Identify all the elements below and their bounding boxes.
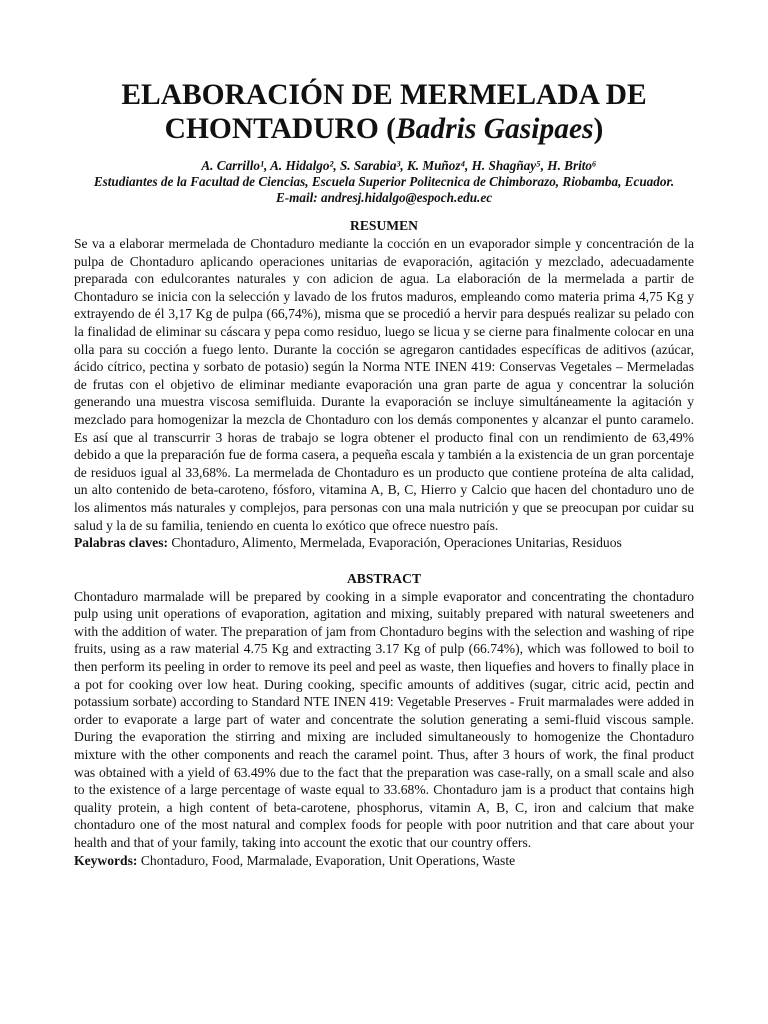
paper-title [84,78,684,146]
title-line-2-suffix: ) [593,113,604,145]
title-line-2-prefix: CHONTADURO ( [164,113,396,145]
abstract-body: Chontaduro marmalade will be prepared by cooking in a simple evaporator and concentrating the chontaduro pulp using unit operations of evaporation, agitation and mixing, suitably prepared with natural sweeteners and with the addition of water. The preparation of jam from Chontaduro begins with the selection and washing of ripe fruits, using as a raw material 4.75 Kg and extracting 3.17 Kg of pulp (66.74%), which was followed to boil to then perform its peeling in order to remove its peel and peel as waste, then liquefies and hovers to finally place in a pot for cooking over low heat. During cooking, specific amounts of additives (sugar, citric acid, pectin and potassium sorbate) according to Standard NTE INEN 419: Vegetable Preserves - Fruit marmalades were added in order to evaporate a large part of water and concentrate the solution generating a semi-fluid viscous sample. During the evaporation the stirring and mixing are included simultaneously to homogenize the Chontaduro mixture with the other components and reach the caramel point. Thus, after 3 hours of work, the final product was obtained with a yield of 63.49% due to the fact that the preparation was case-rally, on a small scale and also to the existence of a large percentage of waste equal to 33.68%. Chontaduro jam is a product that contains high quality protein, a high content of beta-carotene, phosphorus, vitamin A, B, C, iron and calcium that make chontaduro one of the most natural and complex foods for people with poor nutrition and that care about your health and that of your family, taking into account the exotic that our country offers. [74,588,694,850]
abstract-keywords-label: Keywords: [74,852,138,868]
contact-email: E-mail: andresj.hidalgo@espoch.edu.ec [275,190,493,205]
resumen-body: Se va a elaborar mermelada de Chontaduro mediante la cocción en un evaporador simple y concentración de la pulpa de Chontaduro aplicando operaciones unitarias de evaporación, agitación y mezclado, adecuadamente preparada con edulcorantes naturales y con adicion de agua. La elaboración de la mermelada a partir de Chontaduro se inicia con la selección y lavado de los frutos maduros, empleando como materia prima 4,75 Kg y extrayendo de él 3,17 Kg de pulpa (66,74%), misma que se procedió a hervir para después realizar su pelado con la finalidad de eliminar su cáscara y pepa como residuo, luego se licua y se cierne para finalmente colocar en una olla para su cocción a fuego lento. Durante la cocción se agregaron cantidades específicas de aditivos (azúcar, ácido cítrico, pectina y sorbato de potasio) según la Norma NTE INEN 419: Conservas Vegetales – Mermeladas de frutas con el objetivo de eliminar mediante evaporación una gran parte de agua y concentrar la solución generando una muestra viscosa semifluida. Durante la evaporación se incluye simultáneamente la agitación y mezclado para homogenizar la mezcla de Chontaduro con los demás componentes y alcanzar el punto caramelo. Es así que al transcurrir 3 horas de trabajo se logra obtener el producto final con un rendimiento de 63,49% debido a que la preparación fue de forma casera, a pequeña escala y también a la existencia de un gran porcentaje de residuos igual al 33,68%. La mermelada de Chontaduro es un producto que contiene proteína de alta calidad, un alto contenido de beta-caroteno, fósforo, vitamina A, B, C, Hierro y Calcio que hacen del chontaduro uno de los alimentos más naturales y complejos, para personas con una mala nutrición y que se preocupan por cuidar su salud y la de su familia, teniendo en cuenta lo exótico que ofrece nuestro país. [74,236,694,533]
resumen-keywords-label: Palabras claves: [74,535,169,551]
resumen-heading: RESUMEN [350,218,418,233]
affiliation: Estudiantes de la Facultad de Ciencias, Escuela Superior Politecnica de Chimborazo, Riobamba, Ecuador. [93,174,675,189]
title-line-1: ELABORACIÓN DE MERMELADA DE [121,79,647,111]
author-list: A. Carrillo¹, A. Hidalgo², S. Sarabia³, K. Muñoz⁴, H. Shagñay⁵, H. Brito⁶ [201,158,597,173]
resumen-keywords [74,534,694,552]
scientific-name: Badris Gasipaes [396,113,594,145]
abstract-keywords [74,852,694,870]
abstract-heading: ABSTRACT [346,570,422,586]
resumen-keywords-text: Chontaduro, Alimento, Mermelada, Evaporación, Operaciones Unitarias, Residuos [168,535,622,551]
abstract-keywords-text: Chontaduro, Food, Marmalade, Evaporation, Unit Operations, Waste [137,852,516,868]
